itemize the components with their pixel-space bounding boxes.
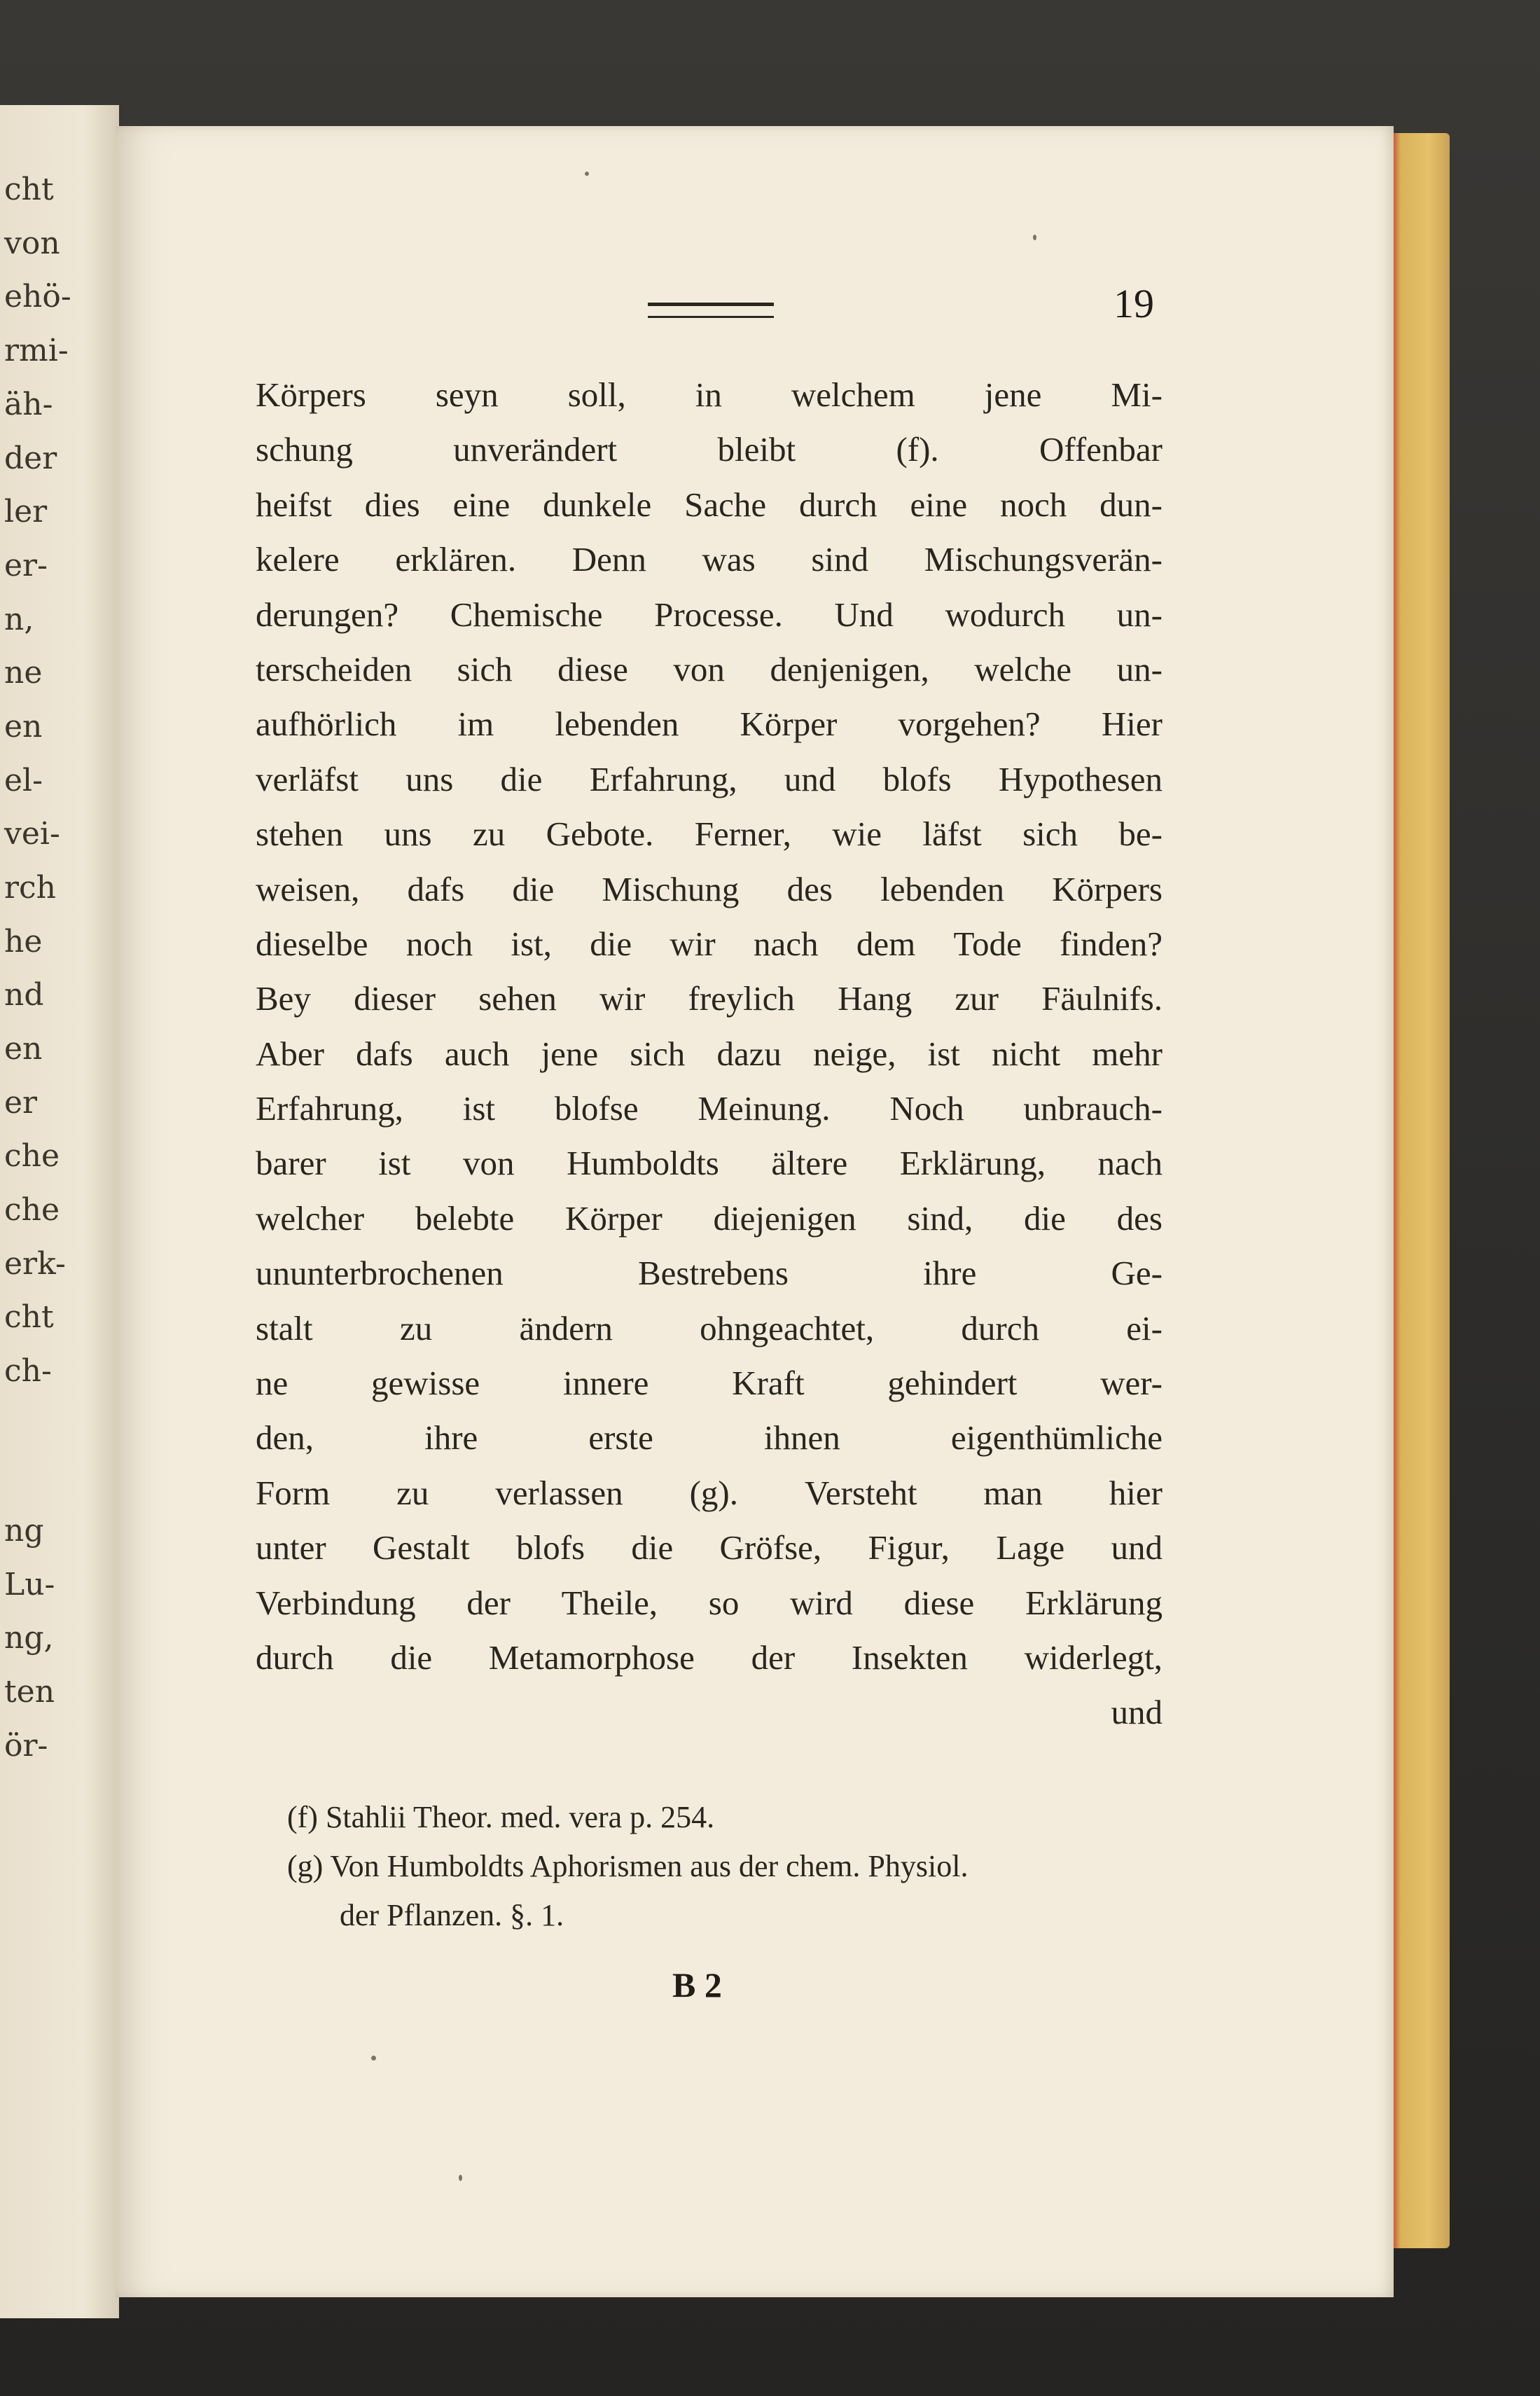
text-line bbox=[256, 862, 1163, 917]
word: Versteht bbox=[804, 1473, 917, 1512]
word: verlassen bbox=[495, 1473, 623, 1512]
word: durch bbox=[961, 1308, 1039, 1348]
word: be- bbox=[1118, 815, 1163, 854]
word: Erklärung bbox=[1025, 1583, 1163, 1622]
word: des bbox=[1116, 1198, 1163, 1238]
word: Noch bbox=[889, 1089, 964, 1128]
word: ist bbox=[378, 1144, 411, 1183]
word: Lage bbox=[996, 1528, 1065, 1567]
word: wir bbox=[670, 924, 716, 963]
word: wodurch bbox=[945, 595, 1065, 634]
left-page-fragment: ten bbox=[4, 1674, 55, 1710]
left-page-fragment: en bbox=[4, 709, 43, 745]
word: Hier bbox=[1101, 705, 1163, 744]
word: un- bbox=[1116, 649, 1163, 688]
word: welche bbox=[974, 649, 1072, 688]
text-line bbox=[256, 1630, 1163, 1685]
word: und bbox=[784, 759, 836, 798]
word: unter bbox=[256, 1528, 326, 1567]
paper-speck bbox=[371, 2056, 376, 2061]
word: ist, bbox=[511, 924, 552, 963]
word: jene bbox=[541, 1034, 599, 1073]
word: Processe. bbox=[654, 595, 783, 634]
word: (f). bbox=[896, 430, 939, 469]
word: gehindert bbox=[887, 1364, 1018, 1403]
word: kelere bbox=[256, 540, 340, 579]
word: der bbox=[751, 1637, 796, 1677]
word: die bbox=[631, 1528, 674, 1567]
word: auch bbox=[444, 1034, 510, 1073]
word: nicht bbox=[992, 1034, 1061, 1073]
word: im bbox=[457, 705, 494, 744]
word: dieselbe bbox=[256, 924, 368, 963]
word: Erfahrung, bbox=[589, 759, 737, 798]
word: Humboldts bbox=[567, 1144, 719, 1183]
left-page-fragment: ör- bbox=[4, 1728, 48, 1764]
word: wir bbox=[599, 979, 646, 1018]
word: bleibt bbox=[717, 430, 796, 469]
word: die bbox=[590, 924, 632, 963]
left-page-fragment: von bbox=[4, 226, 60, 261]
word: Hang bbox=[838, 979, 913, 1018]
word: dunkele bbox=[543, 485, 652, 524]
word: die bbox=[390, 1637, 433, 1677]
word: sind bbox=[811, 540, 869, 579]
footnote-g: (g) Von Humboldts Aphorismen aus der chem. Physiol. bbox=[287, 1849, 969, 1883]
left-page-fragment: rmi- bbox=[4, 333, 69, 368]
word: diejenigen bbox=[713, 1198, 856, 1238]
left-page-fragment: er bbox=[4, 1085, 38, 1121]
word: eigenthümliche bbox=[950, 1418, 1163, 1457]
word: in bbox=[695, 375, 722, 414]
word: denjenigen, bbox=[770, 649, 929, 688]
text-line bbox=[256, 1246, 1163, 1301]
word: man bbox=[983, 1473, 1043, 1512]
paper-speck bbox=[459, 2175, 462, 2181]
text-line bbox=[256, 642, 1163, 697]
word: Mischung bbox=[602, 869, 740, 908]
left-page-fragment: cht bbox=[4, 1299, 54, 1335]
word: Und bbox=[834, 595, 894, 634]
text-line bbox=[256, 368, 1163, 422]
word: noch bbox=[405, 924, 473, 963]
word: die bbox=[1024, 1198, 1066, 1238]
word: Kraft bbox=[732, 1364, 805, 1403]
left-page-fragment: der bbox=[4, 441, 57, 476]
word: dafs bbox=[407, 869, 465, 908]
left-page-fragment: ne bbox=[4, 655, 43, 691]
word: Denn bbox=[571, 540, 646, 579]
text-line bbox=[256, 697, 1163, 752]
word: zur bbox=[955, 979, 999, 1018]
text-line bbox=[256, 478, 1163, 532]
word: Theile, bbox=[561, 1583, 658, 1622]
left-page-fragment: ch- bbox=[4, 1353, 52, 1389]
text-line bbox=[256, 588, 1163, 642]
word: Körpers bbox=[256, 375, 366, 414]
word: unverändert bbox=[453, 430, 618, 469]
left-page-fragment: che bbox=[4, 1192, 60, 1228]
word: barer bbox=[256, 1144, 326, 1183]
word: stalt bbox=[256, 1308, 313, 1348]
text-line bbox=[256, 1576, 1163, 1630]
word: sind, bbox=[907, 1198, 973, 1238]
footnote-g-continuation: der Pflanzen. §. 1. bbox=[340, 1898, 564, 1932]
word: lebenden bbox=[880, 869, 1004, 908]
text-line bbox=[256, 1411, 1163, 1465]
text-line bbox=[256, 1466, 1163, 1521]
word: gewisse bbox=[371, 1364, 480, 1403]
text-line bbox=[256, 422, 1163, 477]
printer-signature: B 2 bbox=[672, 1965, 722, 2004]
word: blofse bbox=[554, 1089, 639, 1128]
left-page-fragment: äh- bbox=[4, 387, 53, 422]
word: wie bbox=[832, 815, 882, 854]
word: neige, bbox=[813, 1034, 896, 1073]
footnotes bbox=[287, 1793, 1198, 1940]
left-page-fragment: cht bbox=[4, 172, 54, 207]
word: dun- bbox=[1099, 485, 1163, 524]
word: diese bbox=[903, 1583, 975, 1622]
word: Aber bbox=[256, 1034, 324, 1073]
word: finden? bbox=[1060, 924, 1163, 963]
word: Sache bbox=[684, 485, 767, 524]
word: schung bbox=[256, 430, 353, 469]
word: Meinung. bbox=[698, 1089, 831, 1128]
word: Ferner, bbox=[694, 815, 791, 854]
word: der bbox=[466, 1583, 511, 1622]
left-page-fragment: rch bbox=[4, 870, 57, 906]
word: und bbox=[1111, 1693, 1163, 1732]
left-page-fragment: el- bbox=[4, 763, 43, 798]
word: ältere bbox=[771, 1144, 848, 1183]
word: Metamorphose bbox=[488, 1637, 695, 1677]
text-line bbox=[256, 1027, 1163, 1081]
word: ununterbrochenen bbox=[256, 1254, 504, 1293]
word: vorgehen? bbox=[898, 705, 1041, 744]
word: die bbox=[512, 869, 555, 908]
word: soll, bbox=[567, 375, 626, 414]
word: stehen bbox=[256, 815, 344, 854]
text-line bbox=[256, 807, 1163, 861]
word: uns bbox=[405, 759, 454, 798]
left-page-fragment: Lu- bbox=[4, 1567, 55, 1602]
word: (g). bbox=[689, 1473, 738, 1512]
left-page-fragment: ng bbox=[4, 1513, 44, 1549]
left-page-fragment: ler bbox=[4, 494, 48, 529]
text-line bbox=[256, 1301, 1163, 1356]
word: blofs bbox=[882, 759, 952, 798]
word: uns bbox=[384, 815, 432, 854]
left-page-fragment: ng, bbox=[4, 1620, 54, 1656]
word: Figur, bbox=[868, 1528, 950, 1567]
word: von bbox=[673, 649, 725, 688]
text-line bbox=[256, 532, 1163, 587]
word: dies bbox=[364, 485, 420, 524]
word: ihre bbox=[923, 1254, 977, 1293]
left-page-fragment: he bbox=[4, 924, 43, 960]
paper-speck bbox=[585, 172, 589, 176]
word: Erklärung, bbox=[899, 1144, 1046, 1183]
word: weisen, bbox=[256, 869, 360, 908]
word: läfst bbox=[922, 815, 982, 854]
body-text bbox=[256, 368, 1163, 1740]
word: ihnen bbox=[763, 1418, 840, 1457]
text-line bbox=[256, 1136, 1163, 1191]
word: durch bbox=[256, 1637, 334, 1677]
text-line bbox=[256, 1685, 1163, 1740]
word: sehen bbox=[478, 979, 557, 1018]
word: belebte bbox=[415, 1198, 515, 1238]
word: Körper bbox=[740, 705, 838, 744]
text-line bbox=[256, 1191, 1163, 1246]
footnote-f: (f) Stahlii Theor. med. vera p. 254. bbox=[287, 1800, 715, 1834]
left-page-fragment: erk- bbox=[4, 1246, 66, 1282]
word: dem bbox=[856, 924, 916, 963]
word: unbrauch- bbox=[1023, 1089, 1163, 1128]
word: Bestrebens bbox=[637, 1254, 789, 1293]
word: ist bbox=[927, 1034, 960, 1073]
word: sich bbox=[457, 649, 513, 688]
word: ei- bbox=[1126, 1308, 1163, 1348]
word: wer- bbox=[1100, 1364, 1163, 1403]
word: Körpers bbox=[1052, 869, 1163, 908]
word: Tode bbox=[953, 924, 1022, 963]
text-line bbox=[256, 1081, 1163, 1136]
left-page-margin bbox=[0, 105, 119, 2318]
word: jene bbox=[984, 375, 1042, 414]
word: des bbox=[786, 869, 833, 908]
word: ihre bbox=[424, 1418, 478, 1457]
word: widerlegt, bbox=[1024, 1637, 1163, 1677]
left-page-fragment: en bbox=[4, 1031, 43, 1067]
word: die bbox=[500, 759, 543, 798]
left-page-fragment: vei- bbox=[4, 816, 60, 852]
word: noch bbox=[1000, 485, 1067, 524]
word: Körper bbox=[565, 1198, 663, 1238]
word: sich bbox=[630, 1034, 686, 1073]
word: von bbox=[463, 1144, 515, 1183]
word: Form bbox=[256, 1473, 331, 1512]
word: diese bbox=[557, 649, 628, 688]
word: terscheiden bbox=[256, 649, 412, 688]
word: Verbindung bbox=[256, 1583, 416, 1622]
word: verläfst bbox=[256, 759, 359, 798]
left-page-fragment: ehö- bbox=[4, 279, 71, 314]
word: freylich bbox=[688, 979, 795, 1018]
word: ändern bbox=[519, 1308, 613, 1348]
word: so bbox=[708, 1583, 740, 1622]
word: Gestalt bbox=[372, 1528, 470, 1567]
word: hier bbox=[1109, 1473, 1163, 1512]
word: sich bbox=[1022, 815, 1078, 854]
word: Ge- bbox=[1111, 1254, 1163, 1293]
word: und bbox=[1111, 1528, 1163, 1567]
left-page-fragment: er- bbox=[4, 548, 48, 583]
word: ist bbox=[462, 1089, 495, 1128]
text-line bbox=[256, 971, 1163, 1026]
word: lebenden bbox=[555, 705, 679, 744]
word: un- bbox=[1116, 595, 1163, 634]
word: ohngeachtet, bbox=[700, 1308, 875, 1348]
word: Mischungsverän- bbox=[924, 540, 1163, 579]
word: nach bbox=[1097, 1144, 1163, 1183]
word: welcher bbox=[256, 1198, 365, 1238]
word: eine bbox=[910, 485, 968, 524]
word: Insekten bbox=[851, 1637, 968, 1677]
word: blofs bbox=[516, 1528, 585, 1567]
word: Fäulnifs. bbox=[1041, 979, 1163, 1018]
word: Mi- bbox=[1111, 375, 1163, 414]
word: erste bbox=[588, 1418, 653, 1457]
left-page-fragment: n, bbox=[4, 602, 34, 637]
word: was bbox=[702, 540, 756, 579]
word: ne bbox=[256, 1364, 289, 1403]
word: aufhörlich bbox=[256, 705, 397, 744]
word: eine bbox=[452, 485, 511, 524]
word: Hypothesen bbox=[998, 759, 1163, 798]
word: seyn bbox=[435, 375, 499, 414]
word: dafs bbox=[356, 1034, 413, 1073]
text-line bbox=[256, 1521, 1163, 1575]
word: Erfahrung, bbox=[256, 1089, 403, 1128]
word: durch bbox=[799, 485, 877, 524]
text-line bbox=[256, 1356, 1163, 1411]
word: zu bbox=[472, 815, 506, 854]
word: wird bbox=[790, 1583, 853, 1622]
word: zu bbox=[396, 1473, 429, 1512]
left-page-fragment: nd bbox=[4, 977, 44, 1013]
word: derungen? bbox=[256, 595, 399, 634]
paper-speck bbox=[1033, 235, 1036, 240]
word: Bey bbox=[256, 979, 311, 1018]
word: Chemische bbox=[450, 595, 603, 634]
page-number: 19 bbox=[1114, 281, 1154, 326]
word: heifst bbox=[256, 485, 332, 524]
text-line bbox=[256, 917, 1163, 971]
word: Gebote. bbox=[546, 815, 654, 854]
word: innere bbox=[562, 1364, 649, 1403]
word: erklären. bbox=[395, 540, 517, 579]
word: mehr bbox=[1092, 1034, 1163, 1073]
word: zu bbox=[399, 1308, 433, 1348]
header-rule bbox=[648, 303, 774, 318]
text-line bbox=[256, 752, 1163, 807]
word: dieser bbox=[354, 979, 436, 1018]
word: den, bbox=[256, 1418, 314, 1457]
word: dazu bbox=[716, 1034, 782, 1073]
word: welchem bbox=[791, 375, 915, 414]
word: Offenbar bbox=[1039, 430, 1163, 469]
left-page-fragment: che bbox=[4, 1138, 60, 1174]
word: Gröfse, bbox=[719, 1528, 822, 1567]
word: nach bbox=[754, 924, 819, 963]
